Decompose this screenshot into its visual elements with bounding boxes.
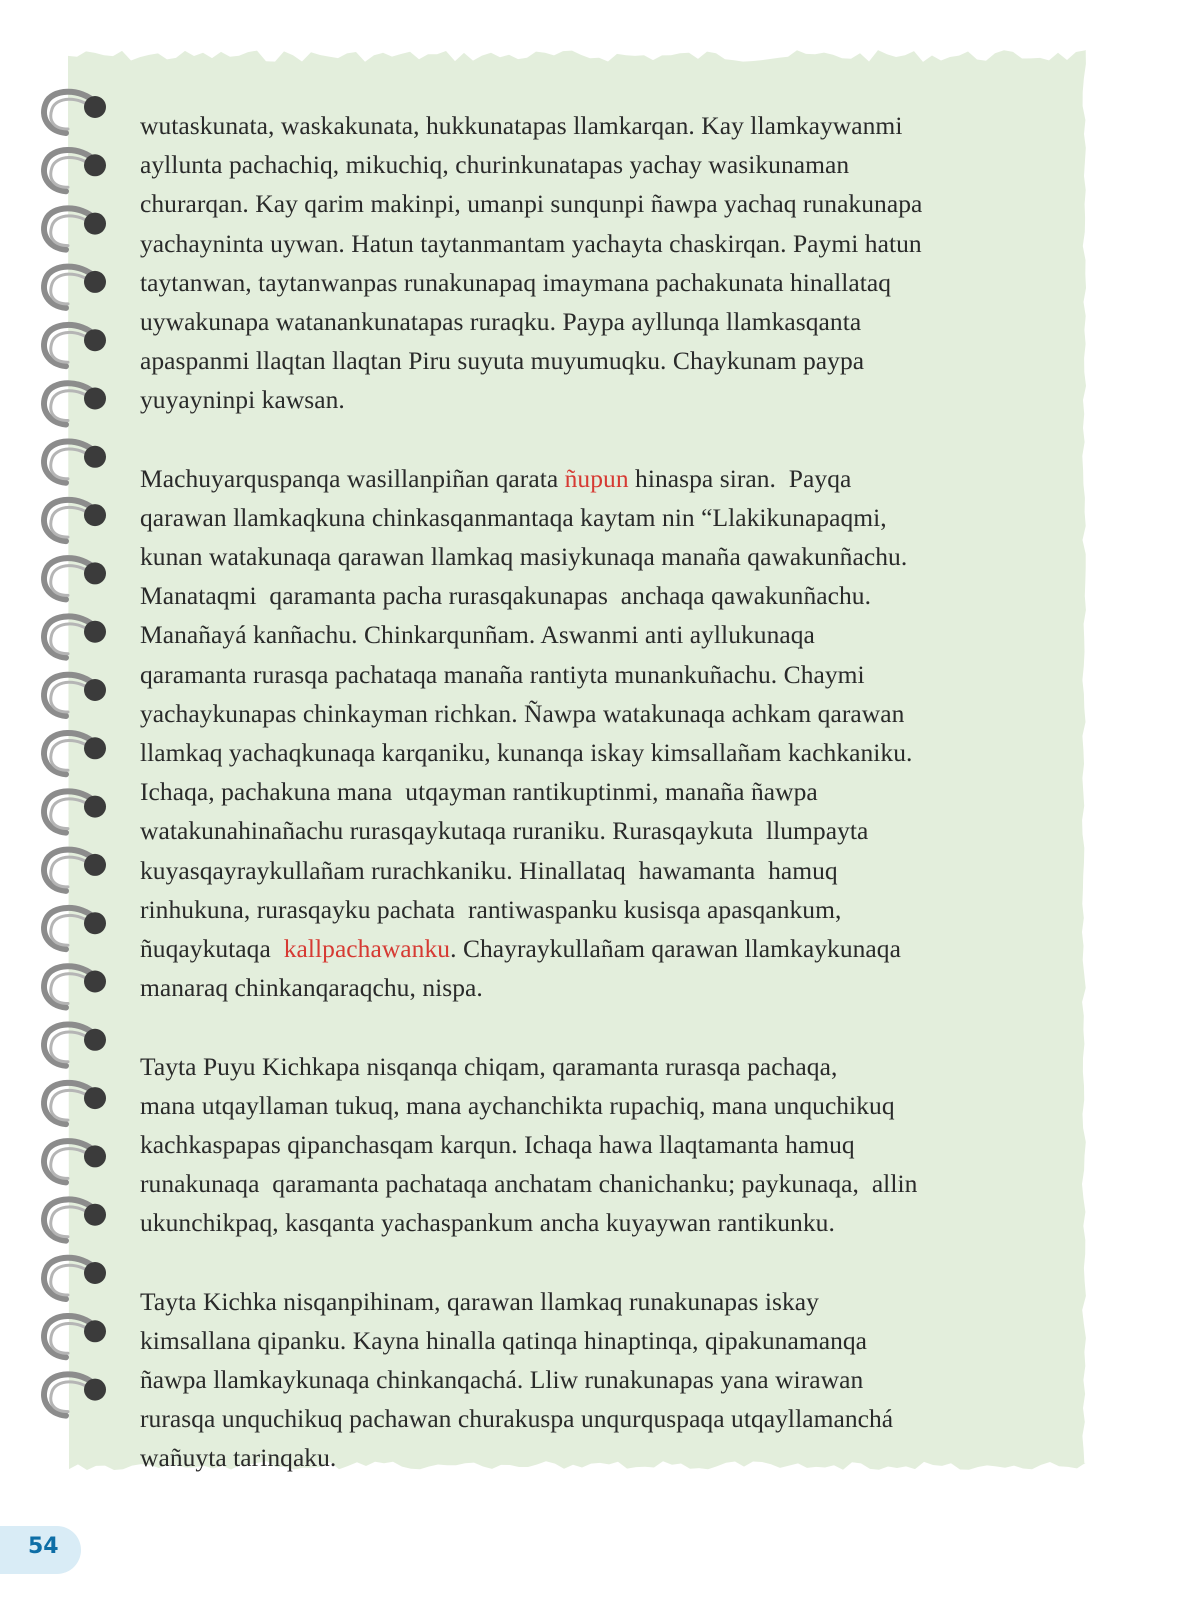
text-segment: qaramanta rurasqa pachataqa manaña rantiyta munankuñachu. Chaymi — [140, 659, 865, 689]
spiral-ring — [44, 1258, 106, 1299]
text-segment: kachkaspapas qipanchasqam karqun. Ichaqa hawa llaqtamanta hamuq — [140, 1129, 855, 1159]
page-number: 54 — [28, 1534, 59, 1559]
page-text — [140, 106, 1100, 1517]
spiral-ring — [44, 383, 106, 424]
text-segment: ñawpa llamkaykunaqa chinkanqachá. Lliw runakunapas yana wirawan — [140, 1365, 864, 1394]
text-line — [140, 537, 1100, 576]
text-line — [140, 890, 1100, 929]
text-segment: watakunahinañachu rurasqaykutaqa ruraniku. Rurasqaykuta llumpayta — [140, 816, 869, 846]
text-line — [140, 1321, 1100, 1360]
text-line — [140, 459, 1100, 498]
text-line — [140, 224, 1100, 263]
text-segment: ñuqaykutaqa — [140, 933, 284, 963]
text-segment: kuyasqayraykullañam rurachkaniku. Hinallataq hawamanta hamuq — [140, 855, 838, 885]
text-line — [140, 1203, 1100, 1242]
spiral-ring — [44, 1199, 106, 1240]
text-segment: Machuyarquspanqa wasillanpiñan qarata — [140, 463, 565, 493]
spiral-ring — [44, 150, 106, 191]
text-line — [140, 1399, 1100, 1438]
text-line — [140, 302, 1100, 341]
text-line — [140, 733, 1100, 772]
text-line — [140, 694, 1100, 733]
text-segment: uywakunapa watanankunatapas ruraqku. Paypa ayllunqa llamkasqanta — [140, 306, 862, 336]
spiral-ring — [44, 966, 106, 1007]
text-line — [140, 1047, 1100, 1086]
text-segment: Ichaqa, pachakuna mana utqayman rantikuptinmi, manaña ñawpa — [140, 777, 818, 807]
text-line — [140, 576, 1100, 615]
text-line — [140, 772, 1100, 811]
highlighted-word: kallpachawanku — [283, 933, 451, 963]
text-line — [140, 1164, 1100, 1203]
spiral-ring — [44, 1141, 106, 1182]
text-segment: llamkaq yachaqkunaqa karqaniku, kunanqa iskay kimsallañam kachkaniku. — [140, 738, 913, 767]
text-line — [140, 263, 1100, 302]
text-line — [140, 1282, 1100, 1321]
spiral-ring — [44, 733, 106, 774]
text-line — [140, 1360, 1100, 1399]
text-line — [140, 851, 1100, 890]
paragraph — [140, 459, 1100, 1008]
text-line — [140, 145, 1100, 184]
text-segment: churarqan. Kay qarim makinpi, umanpi sunqunpi ñawpa yachaq runakunapa — [140, 189, 923, 219]
spiral-ring — [44, 1083, 106, 1124]
text-segment: Tayta Puyu Kichkapa nisqanqa chiqam, qaramanta rurasqa pachaqa, — [140, 1051, 838, 1081]
spiral-ring — [44, 92, 106, 133]
text-line — [140, 1086, 1100, 1125]
text-line — [140, 184, 1100, 223]
text-segment: . Chayraykullañam qarawan llamkaykunaqa — [450, 933, 901, 963]
text-segment: yachaykunapas chinkayman richkan. Ñawpa watakunaqa achkam qarawan — [140, 698, 905, 728]
text-segment: rinhukuna, rurasqayku pachata rantiwaspanku kusisqa apasqankum, — [140, 894, 842, 924]
spiral-ring — [44, 267, 106, 308]
text-line — [140, 106, 1100, 145]
spiral-ring — [44, 208, 106, 249]
paragraph — [140, 1282, 1100, 1478]
text-segment: kunan watakunaqa qarawan llamkaq masiykunaqa manaña qawakunñachu. — [140, 542, 908, 572]
spiral-ring — [44, 1025, 106, 1066]
paragraph — [140, 106, 1100, 420]
text-line — [140, 968, 1100, 1007]
text-line — [140, 1438, 1100, 1477]
paragraph — [140, 1047, 1100, 1243]
text-segment: ayllunta pachachiq, mikuchiq, churinkunatapas yachay wasikunaman — [140, 150, 850, 180]
text-segment: rurasqa unquchikuq pachawan churakuspa unqurquspaqa utqayllamanchá — [140, 1404, 894, 1434]
text-segment: Tayta Kichka nisqanpihinam, qarawan llamkaq runakunapas iskay — [140, 1286, 819, 1316]
text-segment: ukunchikpaq, kasqanta yachaspankum ancha kuyaywan rantikunku. — [140, 1208, 835, 1238]
spiral-ring — [44, 850, 106, 891]
spiral-ring — [44, 675, 106, 716]
text-segment: mana utqayllaman tukuq, mana aychanchikta rupachiq, mana unquchikuq — [140, 1090, 895, 1120]
spiral-ring — [44, 1374, 106, 1415]
text-segment: wañuyta tarinqaku. — [140, 1443, 337, 1473]
text-segment: Manañayá kanñachu. Chinkarqunñam. Aswanmi anti ayllukunaqa — [140, 620, 815, 650]
text-segment: runakunaqa qaramanta pachataqa anchatam chanichanku; paykunaqa, allin — [140, 1169, 918, 1199]
spiral-ring — [44, 442, 106, 483]
text-line — [140, 615, 1100, 654]
text-line — [140, 929, 1100, 968]
text-segment: qarawan llamkaqkuna chinkasqanmantaqa kaytam nin “Llakikunapaqmi, — [140, 502, 887, 532]
spiral-ring — [44, 558, 106, 599]
text-segment: taytanwan, taytanwanpas runakunapaq imaymana pachakunata hinallataq — [140, 267, 892, 297]
text-line — [140, 655, 1100, 694]
spiral-ring — [44, 325, 106, 366]
text-line — [140, 811, 1100, 850]
text-line — [140, 380, 1100, 419]
text-segment: apaspanmi llaqtan llaqtan Piru suyuta muyumuqku. Chaykunam paypa — [140, 346, 865, 376]
spiral-ring — [44, 1316, 106, 1357]
spiral-binding — [0, 0, 130, 1600]
text-segment: manaraq chinkanqaraqchu, nispa. — [140, 973, 483, 1003]
text-segment: wutaskunata, waskakunata, hukkunatapas llamkarqan. Kay llamkaywanmi — [140, 111, 903, 140]
text-line — [140, 1125, 1100, 1164]
text-segment: hinaspa siran. Payqa — [628, 463, 852, 493]
text-segment: yachayninta uywan. Hatun taytanmantam yachayta chaskirqan. Paymi hatun — [140, 228, 922, 258]
text-segment: kimsallana qipanku. Kayna hinalla qatinqa hinaptinqa, qipakunamanqa — [140, 1325, 868, 1355]
spiral-ring — [44, 908, 106, 949]
text-segment: Manataqmi qaramanta pacha rurasqakunapas anchaqa qawakunñachu. — [140, 581, 872, 611]
text-segment: yuyayninpi kawsan. — [140, 385, 345, 415]
text-line — [140, 341, 1100, 380]
spiral-ring — [44, 500, 106, 541]
spiral-ring — [44, 791, 106, 832]
spiral-ring — [44, 616, 106, 657]
text-line — [140, 498, 1100, 537]
highlighted-word: ñupun — [564, 463, 629, 493]
